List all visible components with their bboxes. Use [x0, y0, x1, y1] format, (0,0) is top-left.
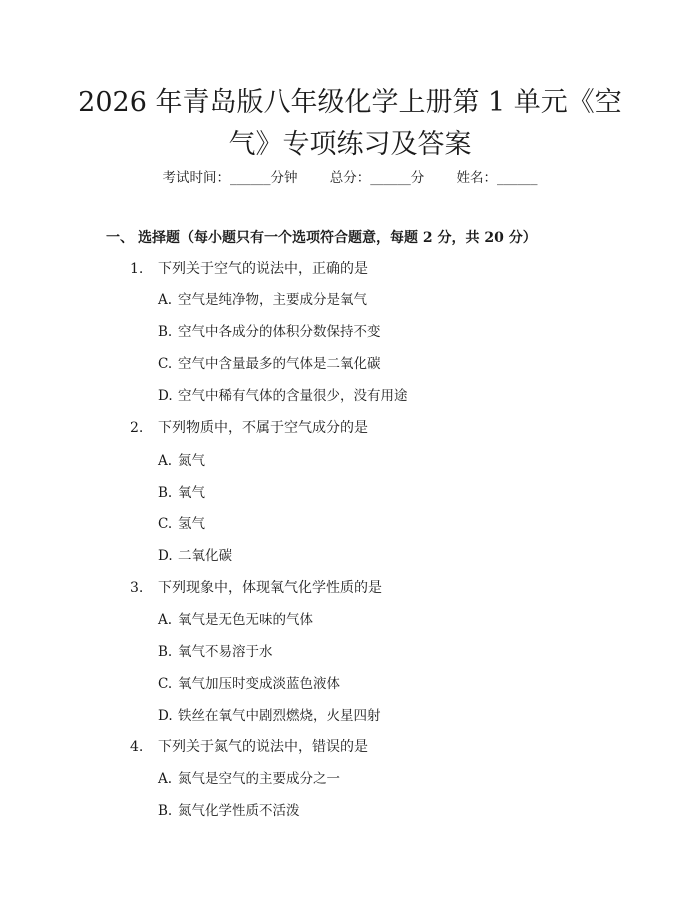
- question-4-option-b: [158, 801, 300, 821]
- question-1-option-d: [158, 386, 408, 406]
- question-2-option-d: [158, 546, 232, 566]
- question-number: 4.: [130, 739, 144, 755]
- question-number: 1.: [130, 261, 144, 277]
- option-text: 空气中各成分的体积分数保持不变: [178, 324, 381, 340]
- question-1-option-c: [158, 354, 381, 374]
- total-score-field: 总分：______分: [329, 170, 425, 186]
- option-text: 空气中稀有气体的含量很少，没有用途: [178, 388, 408, 404]
- question-3-option-b: [158, 642, 273, 662]
- option-text: 氮气: [178, 453, 205, 469]
- exam-time-field: 考试时间：______分钟: [162, 170, 298, 186]
- option-letter: D.: [158, 548, 173, 564]
- option-letter: C.: [158, 356, 173, 372]
- option-letter: A.: [158, 612, 173, 628]
- option-letter: D.: [158, 708, 173, 724]
- question-3-option-d: [158, 706, 381, 726]
- question-2: [130, 418, 368, 438]
- option-text: 氮气是空气的主要成分之一: [178, 771, 340, 787]
- question-text: 下列现象中，体现氧气化学性质的是: [158, 580, 382, 596]
- section-title: 选择题（每小题只有一个选项符合题意，每题 2 分，共 20 分）: [138, 230, 537, 246]
- exam-info-bar: [0, 168, 700, 188]
- option-text: 氮气化学性质不活泼: [178, 803, 300, 819]
- option-letter: B.: [158, 485, 173, 501]
- option-text: 氧气不易溶于水: [178, 644, 273, 660]
- title-line-1: 2026 年青岛版八年级化学上册第 1 单元《空: [78, 87, 622, 118]
- option-text: 氢气: [178, 516, 205, 532]
- question-1: [130, 259, 368, 279]
- option-text: 氧气加压时变成淡蓝色液体: [178, 676, 340, 692]
- option-text: 氧气是无色无味的气体: [178, 612, 313, 628]
- student-name-field: 姓名：______: [456, 170, 538, 186]
- option-letter: A.: [158, 771, 173, 787]
- option-text: 二氧化碳: [178, 548, 232, 564]
- question-3: [130, 578, 382, 598]
- option-text: 空气中含量最多的气体是二氧化碳: [178, 356, 381, 372]
- question-text: 下列关于空气的说法中，正确的是: [158, 261, 368, 277]
- question-4: [130, 737, 368, 757]
- question-text: 下列关于氮气的说法中，错误的是: [158, 739, 368, 755]
- option-letter: C.: [158, 516, 173, 532]
- option-letter: A.: [158, 453, 173, 469]
- question-4-option-a: [158, 769, 340, 789]
- question-1-option-b: [158, 322, 381, 342]
- question-3-option-c: [158, 674, 340, 694]
- option-text: 氧气: [178, 485, 205, 501]
- option-letter: A.: [158, 292, 173, 308]
- question-3-option-a: [158, 610, 313, 630]
- question-2-option-a: [158, 451, 205, 471]
- option-text: 铁丝在氧气中剧烈燃烧，火星四射: [178, 708, 381, 724]
- question-number: 2.: [130, 420, 144, 436]
- question-text: 下列物质中，不属于空气成分的是: [158, 420, 368, 436]
- document-title: [60, 82, 640, 166]
- section-number: 一、: [106, 230, 134, 246]
- question-number: 3.: [130, 580, 144, 596]
- option-letter: B.: [158, 324, 173, 340]
- option-letter: C.: [158, 676, 173, 692]
- question-1-option-a: [158, 290, 367, 310]
- option-letter: D.: [158, 388, 173, 404]
- option-letter: B.: [158, 644, 173, 660]
- option-letter: B.: [158, 803, 173, 819]
- question-2-option-b: [158, 483, 205, 503]
- option-text: 空气是纯净物，主要成分是氧气: [178, 292, 367, 308]
- section-heading: [106, 228, 537, 248]
- title-line-2: 气》专项练习及答案: [228, 129, 472, 160]
- question-2-option-c: [158, 514, 205, 534]
